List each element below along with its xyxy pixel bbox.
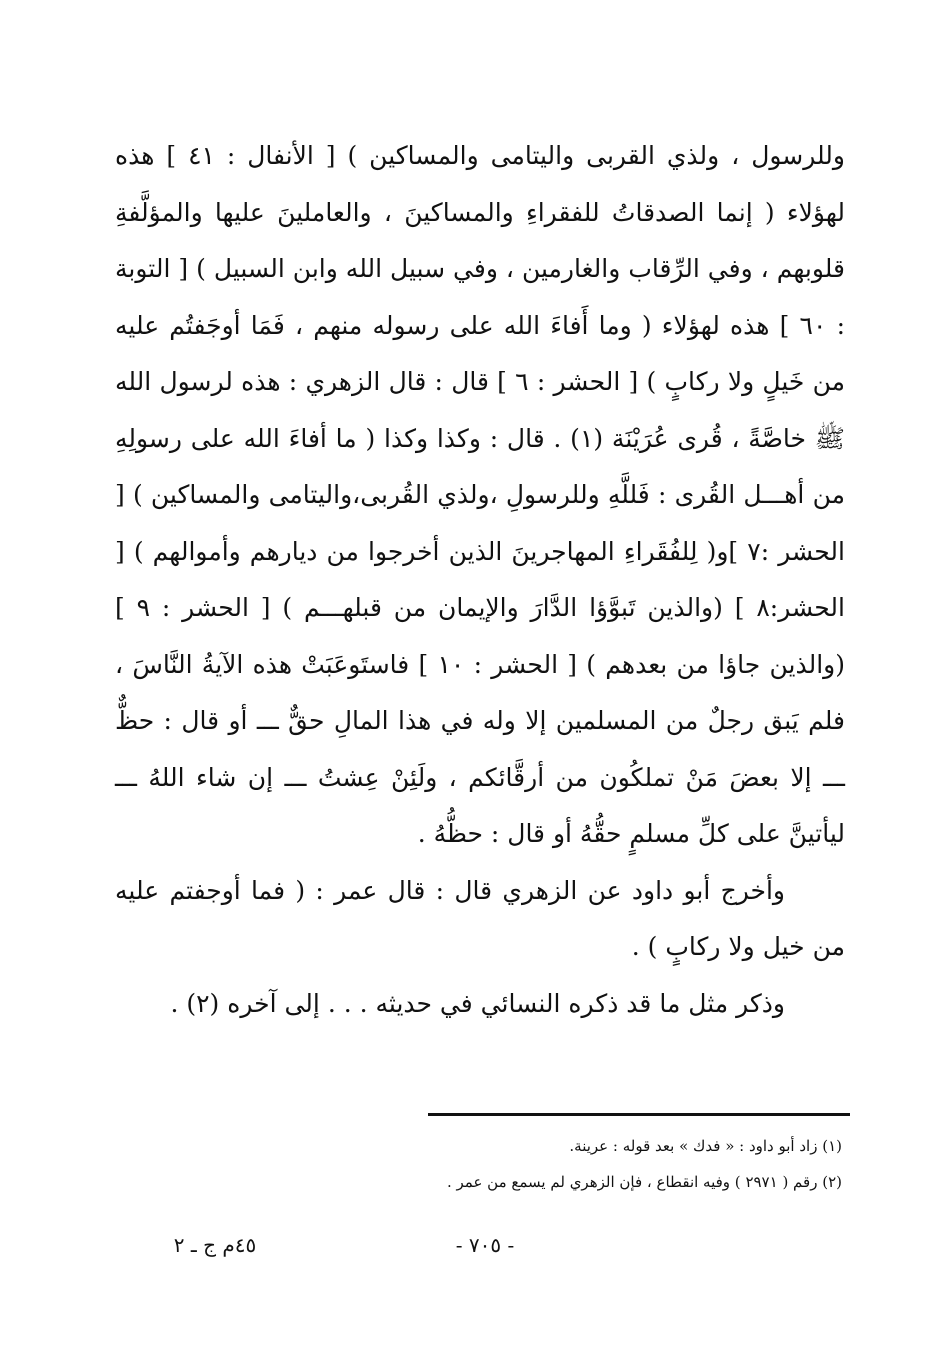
paragraph-nasai: وذكر مثل ما قد ذكره النسائي في حديثه . . . إلى آخره (٢) . <box>170 988 785 1018</box>
footnote-divider <box>428 1113 850 1116</box>
paragraph-main: وللرسول ، ولذي القربى واليتامى والمساكين ) [ الأنفال : ٤١ ] هذه لهؤلاء ( إنما الصدقاتُ للفقراءِ والمساكينَ ، والعاملينَ عليها والمؤلَّفةِ قلوبهم ، وفي الرِّقاب والغارمين ، وفي سبيل الله وابن السبيل ) [ التوبة : ٦٠ ] هذه لهؤلاء ( وما أَفاءَ الله على رسوله منهم ، فَمَا أوجَفتُم عليه من خَيلٍ ولا ركابٍ ) [ الحشر : ٦ ] قال : قال الزهري : هذه لرسول الله ﷺ خاصَّةً ، قُرى عُرَيْنَة (١) . قال : وكذا وكذا ( ما أفاءَ الله على رسولِهِ من أهـــل القُرى : فَللَّهِ وللرسولِ ،ولذي القُربى،واليتامى والمساكين ) [ الحشر :٧ ]و( لِلفُقَراءِ المهاجرينَ الذين أخرجوا من ديارهم وأموالهم ) [ الحشر:٨ ] (والذين تَبوَّؤا الدَّارَ والإيمان من قبلهـــم ) [ الحشر : ٩ ] (والذين جاؤا من بعدهم ) [ الحشر : ١٠ ] فاستَوعَبَتْ هذه الآيةُ النَّاسَ ، فلم يَبق رجلٌ من المسلمين إلا وله في هذا المالِ حقٌّ ـــ أو قال : حظٌّ ـــ إلا بعضَ مَنْ تملكُون من أرقَّائكم ، ولَئِنْ عِشتُ ـــ إن شاء اللهُ ـــ ليأتينَّ على كلِّ مسلمٍ حقُّهُ أو قال : حظُّهُ . <box>115 141 845 848</box>
footnote-2: (٢) رقم ( ٢٩٧١ ) وفيه انقطاع ، فإن الزهري لم يسمع من عمر . <box>446 1173 842 1191</box>
page-number: - ٧٠٥ - <box>455 1233 515 1257</box>
paragraph-abu-dawud: وأخرج أبو داود عن الزهري قال : قال عمر : ( فما أوجفتم عليه من خيل ولا ركابٍ ) . <box>115 875 845 961</box>
footnotes <box>300 1128 842 1200</box>
footnote-1: (١) زاد أبو داود : « فدك » بعد قوله : عرينة. <box>569 1137 842 1155</box>
signature-mark: ٤٥م ج ـ ٢ <box>173 1233 257 1257</box>
body-text <box>115 128 845 1032</box>
